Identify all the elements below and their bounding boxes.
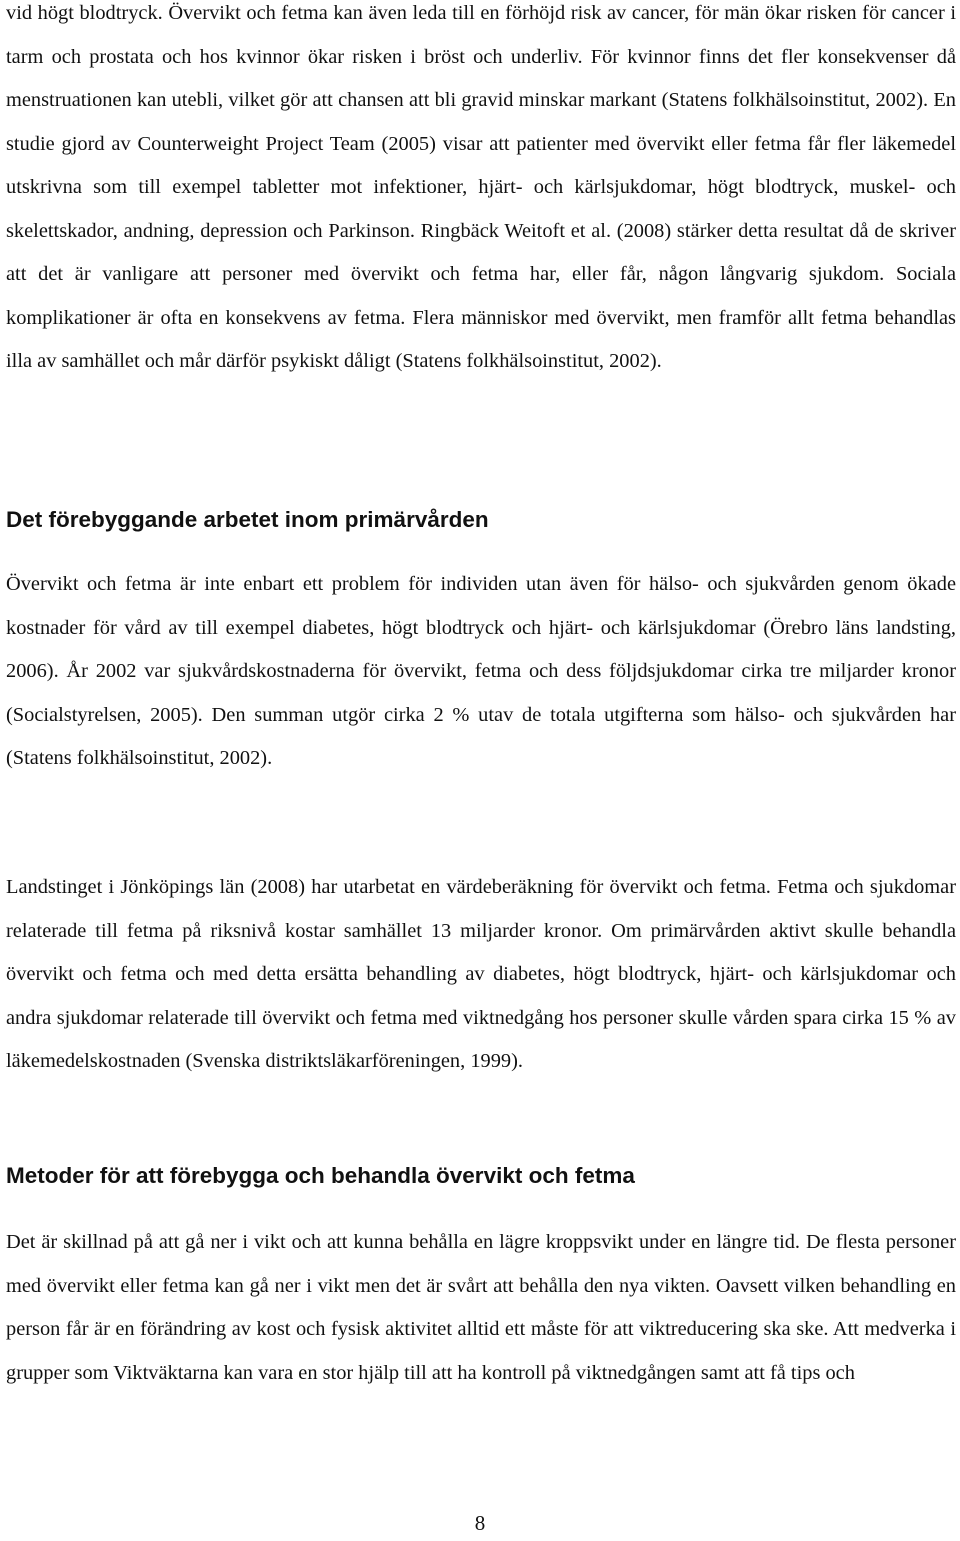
body-paragraph-value-calculation: Landstinget i Jönköpings län (2008) har utarbetat en värdeberäkning för övervikt och fetma. Fetma och sjukdomar relaterade till fetma på riksnivå kostar samhället 13 miljarder kronor. Om primärvården aktivt skulle behandla övervikt och fetma och med detta ersätta behandling av diabetes, högt blodtryck, hjärt- och kärlsjukdomar och andra sjukdomar relaterade till övervikt och fetma med viktnedgång hos personer skulle vården spara cirka 15 % av läkemedelskostnaden (Svenska distriktsläkarföreningen, 1999). [6, 876, 956, 1072]
body-paragraph-weight-loss-methods: Det är skillnad på att gå ner i vikt och att kunna behålla en lägre kroppsvikt under en längre tid. De flesta personer med övervikt eller fetma kan gå ner i vikt men det är svårt att behålla den nya vikten. Oavsett vilken behandling en person får är en förändring av kost och fysisk aktivitet alltid ett måste för att viktreducering ska ske. Att medverka i grupper som Viktväktarna kan vara en stor hjälp till att ha kontroll på viktnedgången samt att få tips och [6, 1231, 956, 1384]
body-paragraph-healthcare-costs: Övervikt och fetma är inte enbart ett problem för individen utan även för hälso- och sjukvården genom ökade kostnader för vård av till exempel diabetes, högt blodtryck och hjärt- och kärlsjukdomar (Örebro läns landsting, 2006). År 2002 var sjukvårdskostnaderna för övervikt, fetma och dess följdsjukdomar cirka tre miljarder kronor (Socialstyrelsen, 2005). Den summan utgör cirka 2 % utav de totala utgifterna som hälso- och sjukvården har (Statens folkhälsoinstitut, 2002). [6, 573, 956, 769]
section-heading-prevention-primary-care: Det förebyggande arbetet inom primärvården [6, 507, 489, 532]
page-number: 8 [474, 1511, 486, 1535]
body-paragraph-consequences: vid högt blodtryck. Övervikt och fetma kan även leda till en förhöjd risk av cancer, för män ökar risken för cancer i tarm och prostata och hos kvinnor ökar risken i bröst och underliv. För kvinnor finns det fler konsekvenser då menstruationen kan utebli, vilket gör att chansen att bli gravid minskar markant (Statens folkhälsoinstitut, 2002). En studie gjord av Counterweight Project Team (2005) visar att patienter med övervikt eller fetma får fler läkemedel utskrivna som till exempel tabletter mot infektioner, hjärt- och kärlsjukdomar, högt blodtryck, muskel- och skelettskador, andning, depression och Parkinson. Ringbäck Weitoft et al. (2008) stärker detta resultat då de skriver att det är vanligare att personer med övervikt och fetma har, eller får, någon långvarig sjukdom. Sociala komplikationer är ofta en konsekvens av fetma. Flera människor med övervikt, men framför allt fetma behandlas illa av samhället och mår därför psykiskt dåligt (Statens folkhälsoinstitut, 2002). [6, 2, 956, 372]
section-heading-methods: Metoder för att förebygga och behandla övervikt och fetma [6, 1163, 635, 1188]
